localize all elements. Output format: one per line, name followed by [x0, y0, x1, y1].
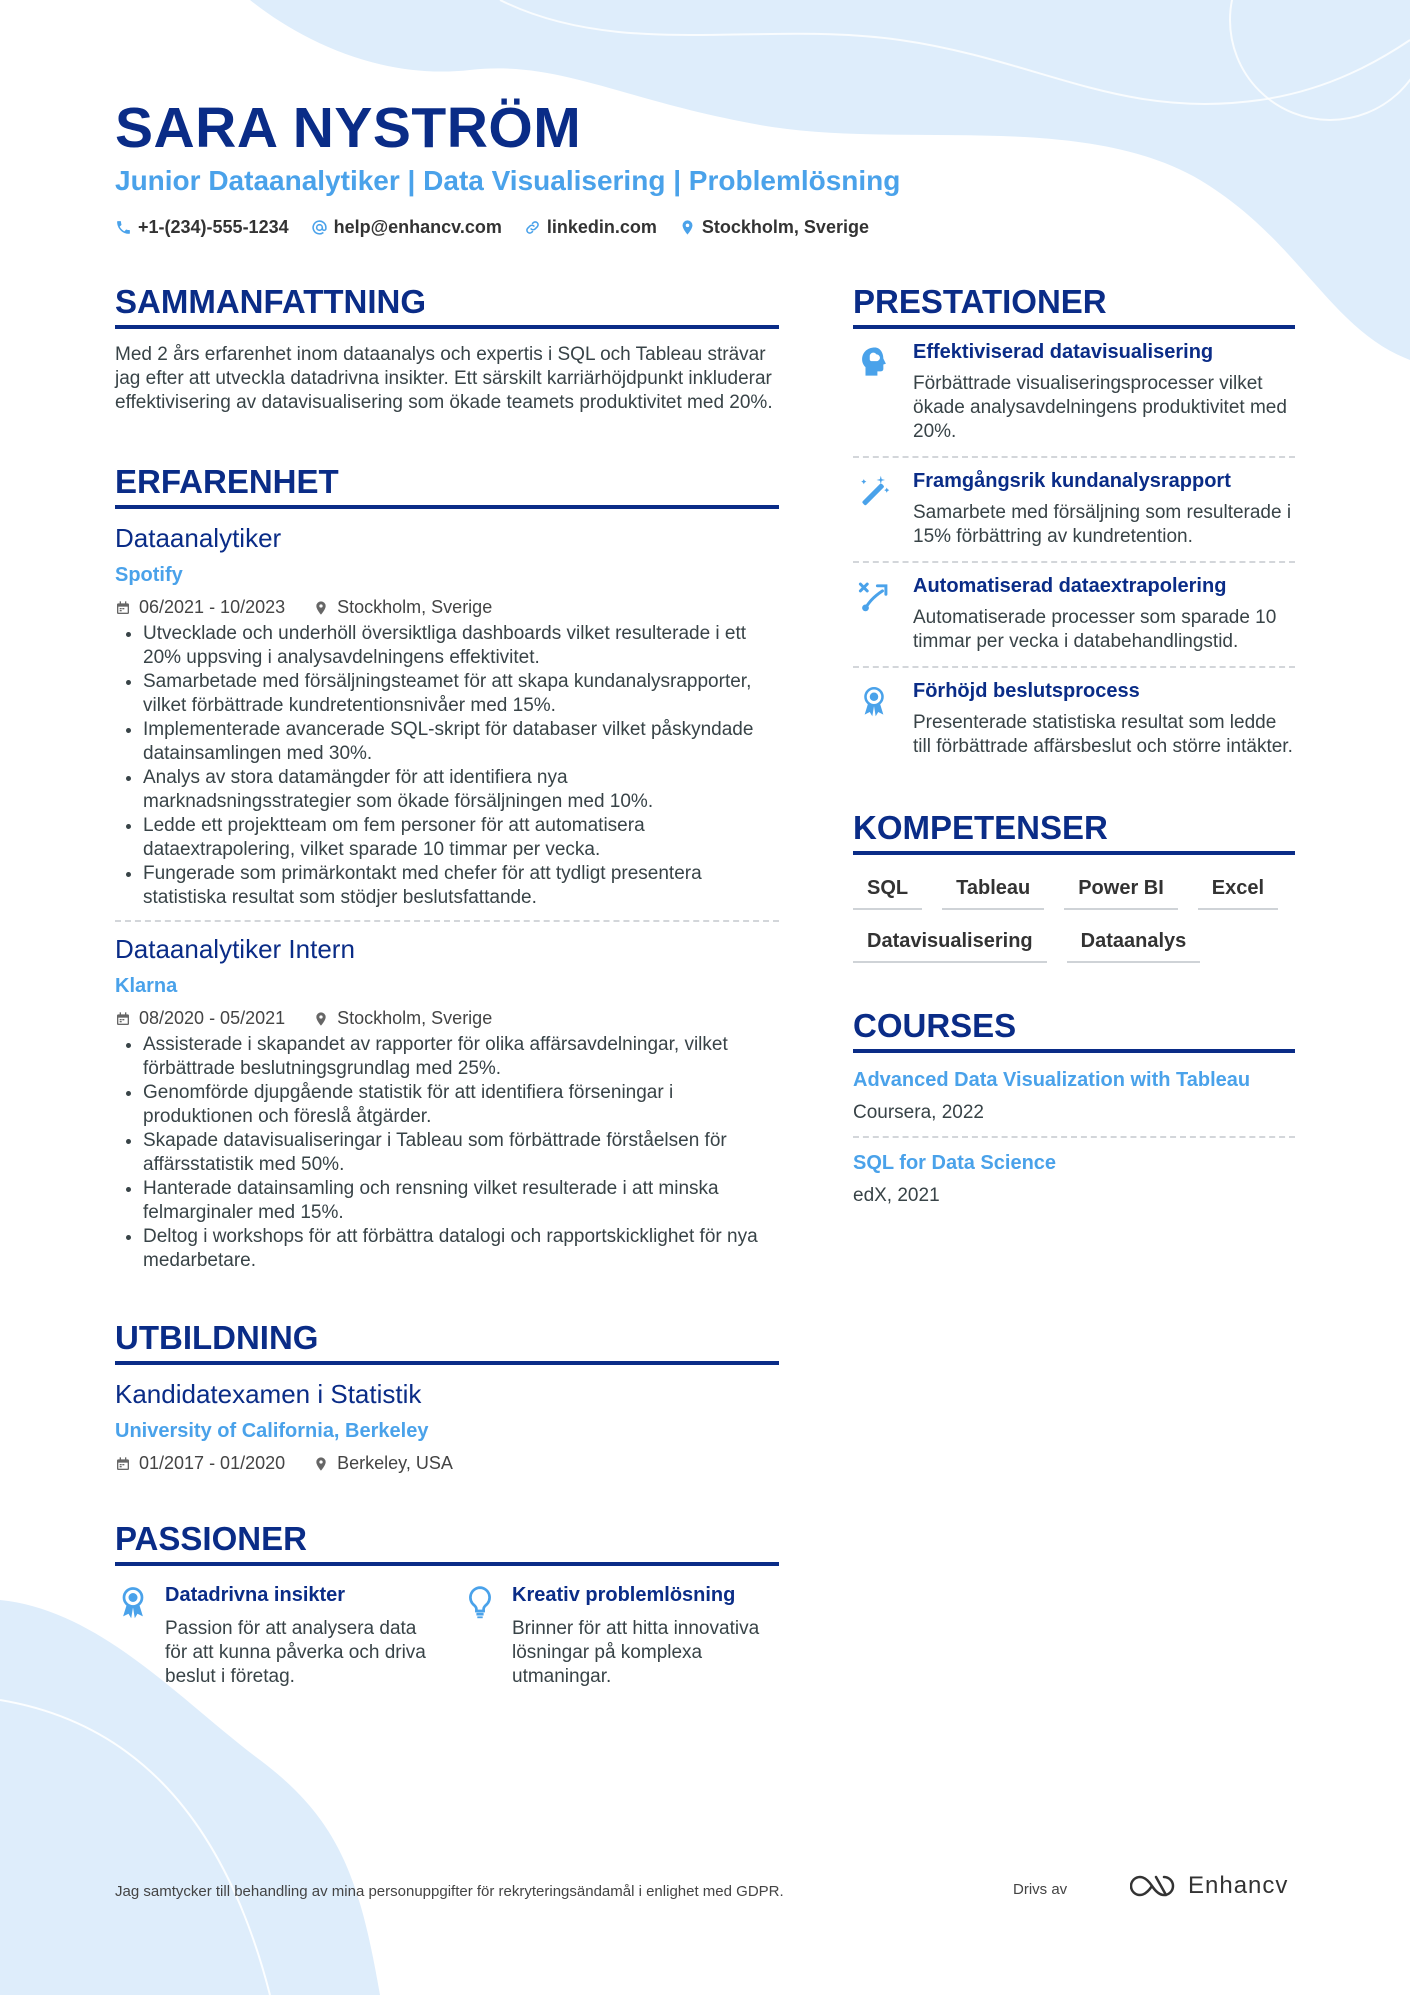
calendar-icon	[115, 1456, 131, 1472]
phone-icon	[115, 219, 132, 236]
bullet-item: • Samarbetade med försäljningsteamet för att skapa kundanalysrapporter, vilket förbättrade kundretentionsnivåer med 15%.	[143, 670, 779, 718]
education-location	[313, 1453, 453, 1474]
achievement-title: Framgångsrik kundanalysrapport	[913, 470, 1231, 492]
course-item	[853, 1138, 1295, 1219]
passion-desc: Passion för att analysera data för att kunna påverka och driva beslut i företag.	[165, 1618, 426, 1687]
skill-tag: Excel	[1198, 873, 1278, 910]
candidate-name: SARA NYSTRÖM	[115, 96, 582, 160]
job-dates-text: 08/2020 - 05/2021	[139, 1008, 286, 1028]
link-icon	[524, 219, 541, 236]
passion-item	[462, 1584, 779, 1689]
right-column	[853, 283, 1295, 1219]
location-pin-icon	[313, 600, 329, 616]
achievement-icon-wrap	[853, 341, 895, 444]
achievement-icon-wrap	[853, 470, 895, 549]
linkedin-text: linkedin.com	[546, 217, 657, 237]
job-location-text: Stockholm, Sverige	[337, 1008, 493, 1028]
contact-bar	[115, 217, 869, 238]
phone-text: +1-(234)-555-1234	[138, 217, 289, 237]
achievement-desc: Automatiserade processer som sparade 10 timmar per vecka i databehandlingstid.	[913, 607, 1277, 652]
experience-heading: ERFARENHET	[115, 463, 779, 509]
achievement-title: Automatiserad dataextrapolering	[913, 575, 1227, 597]
job-dates	[115, 1008, 285, 1029]
passions-heading: PASSIONER	[115, 1520, 779, 1566]
contact-linkedin[interactable]	[524, 217, 657, 238]
bullet-item: • Implementerade avancerade SQL-skript för databaser vilket påskyndade datainsamlingen med 30%.	[143, 718, 779, 766]
achievement-desc: Samarbete med försäljning som resulterade i 15% förbättring av kundretention.	[913, 502, 1292, 547]
achievement-icon-wrap	[853, 680, 895, 759]
school-name: University of California, Berkeley	[115, 1420, 429, 1442]
location-pin-icon	[679, 219, 696, 236]
company-name: Klarna	[115, 975, 178, 997]
skill-tag: SQL	[853, 873, 922, 910]
achievement-item	[853, 458, 1295, 561]
passions-section	[115, 1520, 779, 1689]
passion-desc: Brinner för att hitta innovativa lösningar på komplexa utmaningar.	[512, 1618, 760, 1687]
enhancv-logo[interactable]	[1130, 1872, 1288, 1900]
course-title: SQL for Data Science	[853, 1152, 1057, 1174]
job-location	[313, 1008, 492, 1029]
strategy-icon	[857, 579, 891, 613]
job-title: Dataanalytiker Intern	[115, 934, 355, 964]
bullet-item: • Analys av stora datamängder för att identifiera nya marknadsningsstrategier som ökade försäljningen med 10%.	[143, 766, 779, 814]
course-provider: edX, 2021	[853, 1185, 940, 1206]
award-ribbon-icon	[857, 684, 891, 718]
left-column	[115, 283, 779, 1689]
achievement-desc: Presenterade statistiska resultat som ledde till förbättrade affärsbeslut och större intäkter.	[913, 712, 1293, 757]
passion-icon-wrap	[115, 1584, 151, 1689]
course-title: Advanced Data Visualization with Tableau	[853, 1069, 1251, 1091]
education-dates-text: 01/2017 - 01/2020	[139, 1453, 286, 1473]
courses-heading: COURSES	[853, 1007, 1295, 1053]
bullet-item: • Genomförde djupgående statistik för att identifiera förseningar i produktionen och föreslå åtgärder.	[143, 1081, 779, 1129]
experience-section	[115, 463, 779, 1273]
at-icon	[311, 219, 328, 236]
head-brain-icon	[857, 345, 891, 379]
course-item	[853, 1053, 1295, 1136]
course-provider: Coursera, 2022	[853, 1102, 984, 1123]
passion-icon-wrap	[462, 1584, 498, 1689]
calendar-icon	[115, 600, 131, 616]
passion-title: Kreativ problemlösning	[512, 1584, 736, 1606]
skill-tag: Datavisualisering	[853, 926, 1047, 963]
bullet-item: • Hanterade datainsamling och rensning vilket resulterade i att minska felmarginaler med 15%.	[143, 1177, 779, 1225]
lightbulb-icon	[462, 1584, 498, 1620]
achievements-heading: PRESTATIONER	[853, 283, 1295, 329]
contact-location	[679, 217, 869, 238]
skill-tag: Dataanalys	[1067, 926, 1201, 963]
job-entry	[115, 934, 779, 1273]
passion-item	[115, 1584, 432, 1689]
job-location	[313, 597, 492, 618]
job-dates	[115, 597, 285, 618]
education-dates	[115, 1453, 285, 1474]
bullet-item: • Assisterade i skapandet av rapporter för olika affärsavdelningar, vilket förbättrade beslutningsgrundlag med 25%.	[143, 1033, 779, 1081]
bullet-item: • Fungerade som primärkontakt med chefer för att tydligt presentera statistiska resultat som stödjer beslutsfattande.	[143, 862, 779, 910]
bullet-item: • Utvecklade och underhöll översiktliga dashboards vilket resulterade i ett 20% uppsving i analysavdelningens effektivitet.	[143, 622, 779, 670]
job-location-text: Stockholm, Sverige	[337, 597, 493, 617]
skill-tag: Tableau	[942, 873, 1044, 910]
job-title: Dataanalytiker	[115, 523, 282, 553]
passions-list	[115, 1584, 779, 1689]
degree-title: Kandidatexamen i Statistik	[115, 1379, 422, 1409]
gdpr-consent: Jag samtycker till behandling av mina personuppgifter för rekryteringsändamål i enlighet med GDPR.	[115, 1883, 784, 1900]
location-pin-icon	[313, 1011, 329, 1027]
location-text: Stockholm, Sverige	[701, 217, 869, 237]
achievement-item	[853, 563, 1295, 666]
job-bullets	[115, 622, 779, 910]
summary-section	[115, 283, 779, 415]
skills-section	[853, 809, 1295, 963]
achievement-item	[853, 668, 1295, 771]
job-meta	[115, 597, 779, 618]
enhancv-logo-text: Enhancv	[1188, 1872, 1289, 1899]
job-dates-text: 06/2021 - 10/2023	[139, 597, 286, 617]
job-bullets	[115, 1033, 779, 1273]
skills-list	[853, 873, 1295, 963]
enhancv-logo-icon	[1130, 1873, 1178, 1899]
summary-heading: SAMMANFATTNING	[115, 283, 779, 329]
achievement-desc: Förbättrade visualiseringsprocesser vilket ökade analysavdelningens produktivitet med 20%.	[913, 373, 1287, 442]
summary-text: Med 2 års erfarenhet inom dataanalys och expertis i SQL och Tableau strävar jag efter att utveckla datadrivna insikter. Ett särskilt karriärhöjdpunkt inkluderar effektivisering av datavisualisering som ökade teamets produktivitet med 20%.	[115, 344, 773, 413]
achievement-item	[853, 329, 1295, 456]
tagline: Junior Dataanalytiker | Data Visualisering | Problemlösning	[115, 165, 901, 196]
award-ribbon-icon	[115, 1584, 151, 1620]
passion-title: Datadrivna insikter	[165, 1584, 346, 1606]
bullet-item: • Skapade datavisualiseringar i Tableau som förbättrade förståelsen för affärsstatistik med 50%.	[143, 1129, 779, 1177]
magic-wand-icon	[857, 474, 891, 508]
achievement-icon-wrap	[853, 575, 895, 654]
company-name: Spotify	[115, 564, 183, 586]
location-pin-icon	[313, 1456, 329, 1472]
divider	[115, 920, 779, 922]
education-section	[115, 1319, 779, 1474]
job-meta	[115, 1008, 779, 1029]
powered-by-label: Drivs av	[1013, 1881, 1068, 1898]
achievements-section	[853, 283, 1295, 771]
contact-email[interactable]	[311, 217, 502, 238]
achievement-title: Förhöjd beslutsprocess	[913, 680, 1140, 702]
education-location-text: Berkeley, USA	[337, 1453, 453, 1473]
calendar-icon	[115, 1011, 131, 1027]
courses-section	[853, 1007, 1295, 1219]
skill-tag: Power BI	[1064, 873, 1178, 910]
education-meta	[115, 1453, 779, 1474]
job-entry	[115, 523, 779, 910]
achievement-title: Effektiviserad datavisualisering	[913, 341, 1214, 363]
email-text: help@enhancv.com	[333, 217, 502, 237]
education-heading: UTBILDNING	[115, 1319, 779, 1365]
skills-heading: KOMPETENSER	[853, 809, 1295, 855]
contact-phone[interactable]	[115, 217, 289, 238]
bullet-item: • Ledde ett projektteam om fem personer för att automatisera dataextrapolering, vilket sparade 10 timmar per vecka.	[143, 814, 779, 862]
bullet-item: • Deltog i workshops för att förbättra datalogi och rapportskicklighet för nya medarbetare.	[143, 1225, 779, 1273]
